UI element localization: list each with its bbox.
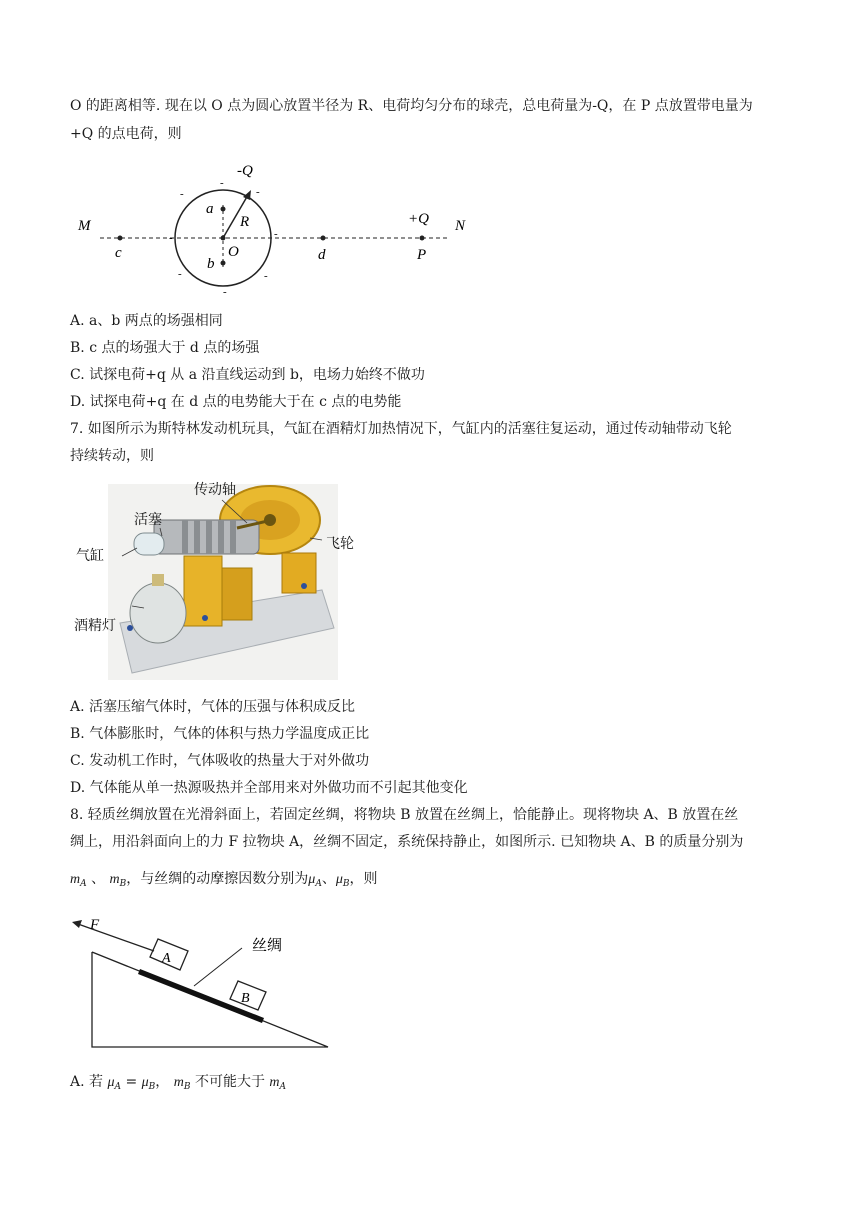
label-piston: 活塞: [134, 513, 162, 528]
q6-option-a: A. a、b 两点的场强相同: [70, 313, 223, 329]
minus-sign: -: [264, 270, 268, 282]
q6-stem-line1: O 的距离相等. 现在以 O 点为圆心放置半径为 R、电荷均匀分布的球壳，总电荷量为-Q，在 P 点放置带电量为: [70, 98, 753, 114]
q7-option-d: D. 气体能从单一热源吸热并全部用来对外做功而不引起其他变化: [70, 780, 468, 796]
q6-sphere-figure: [70, 155, 480, 300]
mu-symbol: μ: [107, 1075, 115, 1090]
point-c: [118, 236, 123, 241]
q6-option-c: C. 试探电荷+q 从 a 沿直线运动到 b，电场力始终不做功: [70, 367, 425, 383]
minus-sign: -: [169, 232, 173, 244]
subscript: B: [183, 1082, 191, 1092]
subscript: B: [119, 879, 127, 889]
mass-symbol: m: [70, 872, 81, 887]
label-b: b: [207, 256, 215, 272]
minus-sign: -: [256, 186, 260, 198]
label-B: B: [241, 991, 250, 1006]
label-drive-shaft: 传动轴: [194, 483, 236, 498]
incline-figure: [66, 910, 336, 1052]
label-silk: 丝绸: [252, 938, 283, 954]
alcohol-lamp: [130, 583, 186, 643]
q6-stem-line2: +Q 的点电荷，则: [70, 126, 182, 142]
option-text: 不可能大于: [190, 1074, 270, 1090]
subscript: A: [80, 879, 87, 889]
label-minus-Q: -Q: [237, 163, 253, 179]
label-flywheel: 飞轮: [326, 537, 354, 552]
stirling-engine-figure: [72, 478, 372, 683]
label-alcohol-lamp: 酒精灯: [74, 619, 116, 634]
label-c: c: [115, 245, 122, 261]
mass-symbol: m: [269, 1075, 280, 1090]
q7-option-c: C. 发动机工作时，气体吸收的热量大于对外做功: [70, 753, 370, 769]
q8-option-a: [70, 1073, 286, 1096]
stem-text: ，则: [349, 871, 378, 887]
label-F: F: [90, 917, 100, 933]
silk-leader-line: [194, 948, 242, 986]
mass-symbol: m: [109, 872, 120, 887]
mass-symbol: m: [173, 1075, 184, 1090]
mu-symbol: μ: [335, 872, 343, 887]
comma: ，: [155, 1074, 170, 1090]
q7-option-a: A. 活塞压缩气体时，气体的压强与体积成反比: [70, 699, 356, 715]
q6-option-b: B. c 点的场强大于 d 点的场强: [70, 340, 260, 356]
label-a: a: [206, 201, 214, 217]
separator: 、: [91, 871, 106, 887]
point-b: [221, 261, 226, 266]
flywheel-support: [282, 553, 316, 593]
label-plus-Q: +Q: [408, 211, 429, 227]
minus-sign: -: [223, 286, 227, 298]
point-d: [321, 236, 326, 241]
minus-sign: -: [178, 268, 182, 280]
q8-stem-line3: [70, 870, 377, 893]
label-P: P: [417, 247, 427, 263]
q7-stem-line2: 持续转动，则: [70, 448, 154, 464]
subscript: B: [148, 1082, 156, 1092]
frame-block: [184, 556, 222, 626]
label-d: d: [318, 247, 326, 263]
label-O: O: [228, 244, 239, 260]
minus-sign: -: [274, 228, 278, 240]
point-O: [221, 236, 226, 241]
subscript: A: [279, 1082, 287, 1092]
minus-sign: -: [180, 188, 184, 200]
q6-option-d: D. 试探电荷+q 在 d 点的电势能大于在 c 点的电势能: [70, 394, 402, 410]
label-cylinder: 气缸: [76, 549, 104, 564]
q7-option-b: B. 气体膨胀时，气体的体积与热力学温度成正比: [70, 726, 370, 742]
label-M: M: [78, 218, 91, 234]
mu-symbol: μ: [141, 1075, 149, 1090]
label-A: A: [162, 951, 171, 966]
mu-symbol: μ: [308, 872, 316, 887]
point-a: [221, 207, 226, 212]
q8-stem-line2: 绸上，用沿斜面向上的力 F 拉物块 A，丝绸不固定，系统保持静止，如图所示. 已知物块 A、B 的质量分别为: [70, 834, 744, 850]
force-arrowhead: [72, 920, 82, 928]
label-R: R: [240, 214, 250, 230]
minus-sign: -: [220, 177, 224, 189]
equals-sign: =: [121, 1074, 142, 1090]
point-P: [420, 236, 425, 241]
glass-tube: [134, 533, 164, 555]
subscript: A: [114, 1082, 121, 1092]
subscript: B: [342, 879, 350, 889]
label-N: N: [455, 218, 466, 234]
subscript: A: [315, 879, 322, 889]
option-prefix: A. 若: [70, 1074, 108, 1090]
stem-text: ，与丝绸的动摩擦因数分别为: [126, 871, 309, 887]
q7-stem-line1: 7. 如图所示为斯特林发动机玩具，气缸在酒精灯加热情况下，气缸内的活塞往复运动，通过传动轴带动飞轮: [70, 421, 732, 437]
q8-stem-line1: 8. 轻质丝绸放置在光滑斜面上，若固定丝绸，将物块 B 放置在丝绸上，恰能静止。现将物块 A、B 放置在丝: [70, 807, 739, 823]
separator: 、: [321, 871, 336, 887]
